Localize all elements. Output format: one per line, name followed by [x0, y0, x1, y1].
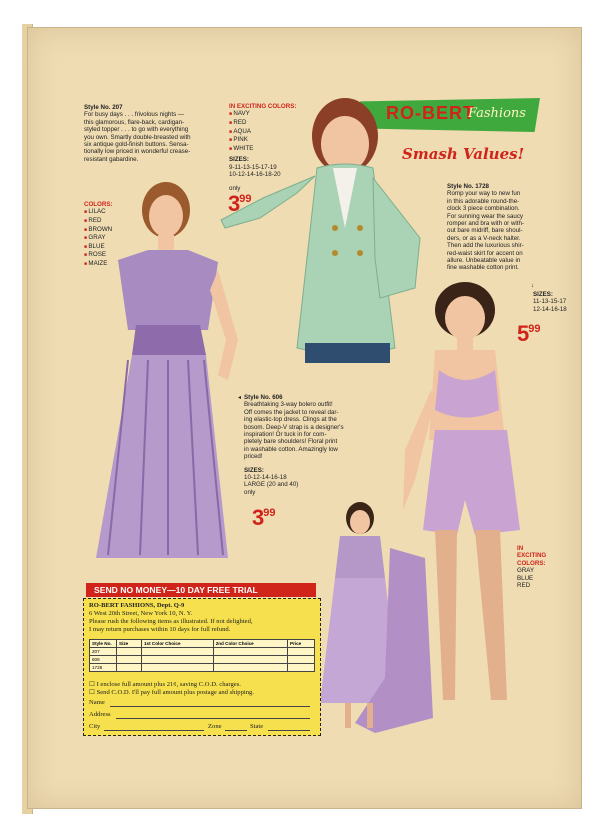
tagline: Smash Values! [402, 145, 525, 163]
table-row[interactable] [90, 656, 315, 664]
zone-label: Zone [208, 723, 222, 730]
brand-name: RO-BERT [386, 103, 475, 123]
price-cell[interactable] [288, 656, 315, 664]
color-item: ■ RED [229, 119, 309, 128]
state-field[interactable] [268, 730, 310, 731]
desc-line: six antique gold-finish buttons. Sensa- [84, 141, 189, 149]
size-cell[interactable] [117, 664, 142, 672]
style-cell: 1728 [90, 664, 117, 672]
sizes-heading: SIZES: [533, 291, 553, 298]
price-cell[interactable] [288, 648, 315, 656]
color-item: ■ LILAC [84, 208, 113, 217]
desc-line: resistant gabardine. [84, 155, 139, 163]
desc-line: Then add the luxurious shir- [447, 242, 524, 250]
style-1728-description [447, 183, 557, 272]
size-cell[interactable] [117, 648, 142, 656]
price-cell[interactable] [288, 664, 315, 672]
price-cents: 99 [528, 323, 541, 335]
name-label: Name [89, 699, 105, 706]
sizes-line: 9-11-13-15-17-19 [229, 163, 277, 171]
color-item: ■ ROSE [84, 251, 113, 260]
color-item: ■ BROWN [84, 226, 113, 235]
desc-line: Romp your way to new fun [447, 190, 521, 198]
option-prepay-label: I enclose full amount plus 21¢, saving C.O.D. charges. [96, 681, 241, 688]
color-item: GRAY [517, 567, 535, 575]
city-label: City [89, 723, 101, 730]
desc-line: fine washable cotton print. [447, 264, 519, 272]
color-item: ■ GRAY [84, 234, 113, 243]
sizes-heading: SIZES: [229, 156, 249, 164]
colors-heading: COLORS: [84, 201, 113, 208]
colors-heading: EXCITING [517, 552, 547, 560]
color-item: ■ NAVY [229, 110, 309, 119]
color-item: ■ WHITE [229, 145, 309, 154]
desc-line: For busy days . . . frivolous nights — [84, 111, 185, 119]
price-606 [252, 505, 276, 531]
desc-line: allure. Unbeatable value in [447, 257, 521, 265]
desc-line: ders, or as a V-neck halter. [447, 234, 521, 242]
coupon-instructions: I may return purchases within 10 days for full refund. [89, 626, 231, 633]
style-1728-title: Style No. 1728 [447, 183, 489, 190]
free-trial-banner [86, 583, 316, 597]
address-field[interactable] [116, 718, 310, 719]
desc-line: styled topper . . . to go with everything [84, 126, 189, 134]
color-item: ■ MAIZE [84, 260, 113, 269]
desc-line: tionally low priced in wonderful crease- [84, 148, 191, 156]
desc-line: you own. Smartly double-breasted with [84, 133, 191, 141]
desc-line: red-waist skirt for accent on [447, 249, 523, 257]
column-header: Size [117, 640, 142, 648]
style-606-description [244, 394, 362, 496]
desc-line: bosom. Deep-V strap is a designer's [244, 423, 344, 431]
option-cod-label: Send C.O.D. I'll pay full amount plus postage and shipping. [96, 689, 254, 696]
color2-cell[interactable] [213, 664, 287, 672]
sizes-line: 12-14-16-18 [533, 305, 567, 313]
order-table[interactable] [89, 639, 315, 672]
color1-cell[interactable] [142, 656, 214, 664]
color-item: RED [517, 582, 531, 590]
table-row[interactable] [90, 664, 315, 672]
style-207-title: Style No. 207 [84, 104, 123, 111]
price-dollars: 3 [252, 505, 264, 530]
only-label: only [229, 185, 241, 192]
desc-line: in washable cotton. Amazingly low [244, 445, 338, 453]
only-label: only [244, 488, 256, 496]
state-label: State [250, 723, 264, 730]
price-cents: 99 [263, 507, 276, 519]
desc-line: in this adorable round-the- [447, 197, 520, 205]
price-dollars: 3 [228, 191, 240, 216]
desc-line: this glamorous, flare-back, cardigan- [84, 118, 185, 126]
desc-line: pletely bare shoulders! Floral print [244, 438, 338, 446]
color-item: ■ RED [84, 217, 113, 226]
color2-cell[interactable] [213, 648, 287, 656]
size-cell[interactable] [117, 656, 142, 664]
address-label: Address [89, 711, 111, 718]
colors-heading: COLORS: [517, 559, 546, 567]
desc-line: clock 3 piece combination. [447, 205, 520, 213]
color1-cell[interactable] [142, 664, 214, 672]
style-606-title: Style No. 606 [244, 394, 283, 401]
sizes-line: 10-12-14-16-18-20 [229, 171, 281, 179]
option-prepay[interactable]: ☐ I enclose full amount plus 21¢, saving C.O.D. charges. [89, 681, 241, 688]
color-item: ■ AQUA [229, 128, 309, 137]
model-full-dress-figure [315, 498, 435, 738]
desc-line: For sunning wear the saucy [447, 212, 524, 220]
desc-line: Off comes the jacket to reveal dar- [244, 408, 339, 416]
color-item: ■ PINK [229, 136, 309, 145]
style-cell: 606 [90, 656, 117, 664]
free-trial-text: SEND NO MONEY—10 DAY FREE TRIAL [94, 585, 258, 595]
down-arrow-icon: ↓ [531, 282, 535, 289]
left-arrow-icon: ◂ [238, 394, 242, 401]
coupon-instructions: Please rush the following items as illustrated. If not delighted, [89, 618, 253, 625]
column-header: 1st Color Choice [142, 640, 214, 648]
desc-line: inspiration! Or tuck in for com- [244, 431, 327, 439]
price-dollars: 5 [517, 321, 529, 346]
desc-line: romper and bra with or with- [447, 220, 525, 228]
desc-line: ing elastic-top dress. Clings at the [244, 416, 337, 424]
name-field[interactable] [110, 706, 310, 707]
desc-line: Breathtaking 3-way bolero outfit! [244, 401, 333, 409]
style-cell: 207 [90, 648, 117, 656]
sizes-heading: SIZES: [244, 466, 264, 474]
brand-script: Fashions [468, 106, 526, 121]
zone-field[interactable] [225, 730, 247, 731]
city-field[interactable] [104, 730, 204, 731]
table-row[interactable] [90, 648, 315, 656]
desc-line: out bare midriff, bare shoul- [447, 227, 523, 235]
model-bolero-dress-figure [88, 180, 248, 575]
column-header: Style No. [90, 640, 117, 648]
color1-cell[interactable] [142, 648, 214, 656]
order-coupon[interactable] [83, 598, 321, 736]
column-header: 2nd Color Choice [213, 640, 287, 648]
coupon-firm: RO-BERT FASHIONS, Dept. Q-9 [89, 602, 185, 609]
color-item: BLUE [517, 574, 534, 582]
order-table-header [90, 640, 315, 648]
color2-cell[interactable] [213, 656, 287, 664]
sizes-line: 11-13-15-17 [533, 298, 567, 306]
column-header: Price [288, 640, 315, 648]
sizes-line: LARGE (20 and 40) [244, 481, 299, 489]
color-item: ■ BLUE [84, 243, 113, 252]
desc-line: priced! [244, 453, 263, 461]
sizes-line: 10-12-14-16-18 [244, 474, 287, 482]
colors-heading: IN EXCITING COLORS: [229, 103, 297, 110]
colors-heading: IN [517, 545, 524, 552]
style-207-description [84, 104, 224, 163]
option-cod[interactable]: ☐ Send C.O.D. I'll pay full amount plus postage and shipping. [89, 689, 254, 696]
price-cents: 99 [239, 193, 252, 205]
coupon-address: 6 West 20th Street, New York 10, N. Y. [89, 610, 193, 617]
